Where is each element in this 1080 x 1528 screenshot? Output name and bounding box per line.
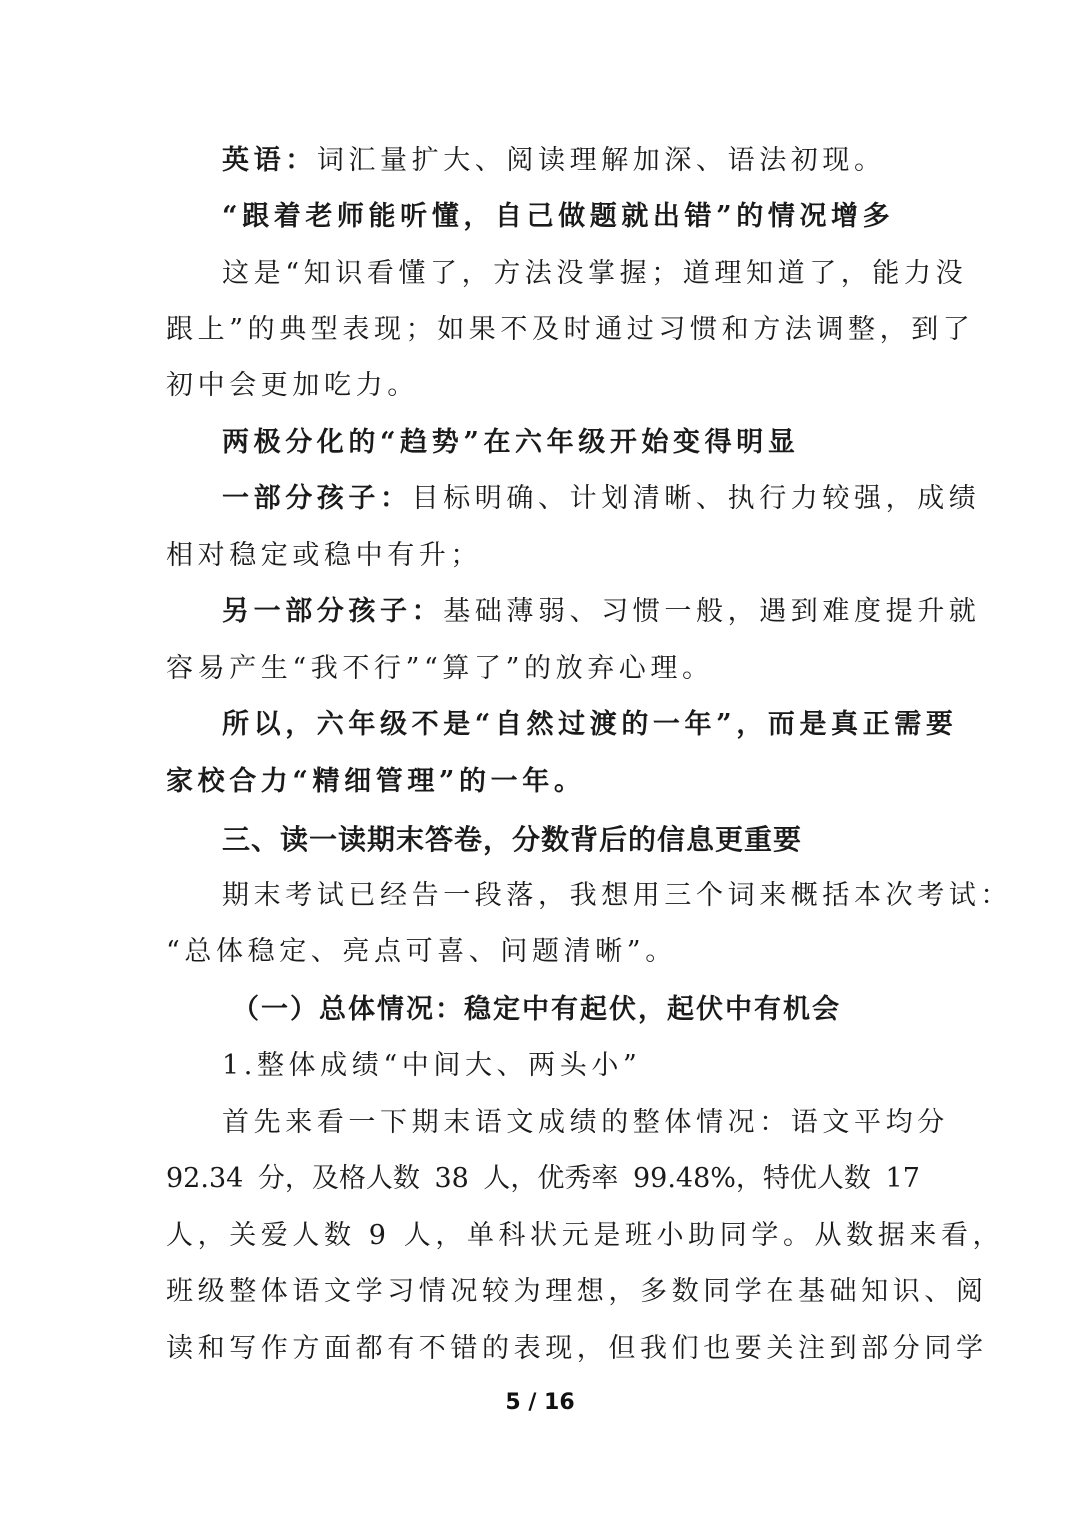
conclusion-line: 家校合力“精细管理”的一年。 (166, 766, 586, 797)
group-b-text: 基础薄弱、习惯一般，遇到难度提升就 (443, 596, 981, 627)
item-heading: 1.整体成绩“中间大、两头小” (222, 1050, 642, 1081)
conclusion-line: 所以，六年级不是“自然过渡的一年”，而是真正需要 (222, 709, 958, 740)
section-heading: 三、读一读期末答卷，分数背后的信息更重要 (222, 823, 803, 856)
english-label: 英语： (222, 145, 317, 176)
group-a-label: 一部分孩子： (222, 483, 412, 514)
english-text: 词汇量扩大、阅读理解加深、语法初现。 (316, 145, 886, 176)
body-line: 人，关爱人数 9 人，单科状元是班小助同学。从数据来看， (166, 1220, 1005, 1251)
body-line: 班级整体语文学习情况较为理想，多数同学在基础知识、阅 (166, 1276, 988, 1307)
body-line: 92.34 分，及格人数 38 人，优秀率 99.48%，特优人数 17 (166, 1163, 920, 1194)
subheading-listen-vs-do: “跟着老师能听懂，自己做题就出错”的情况增多 (222, 201, 895, 232)
group-a-line (222, 479, 980, 519)
body-line: 首先来看一下期末语文成绩的整体情况：语文平均分 (222, 1107, 949, 1138)
group-a-line: 相对稳定或稳中有升； (166, 540, 482, 571)
intro-line: 期末考试已经告一段落，我想用三个词来概括本次考试： (222, 880, 1012, 911)
page-number: 5 / 16 (505, 1390, 575, 1415)
group-b-line (222, 592, 980, 632)
subheading-polarization: 两极分化的“趋势”在六年级开始变得明显 (222, 427, 800, 458)
body-line: 读和写作方面都有不错的表现，但我们也要关注到部分同学 (166, 1333, 988, 1364)
subsection-heading: （一）总体情况：稳定中有起伏，起伏中有机会 (232, 994, 841, 1025)
group-b-line: 容易产生“我不行”“算了”的放弃心理。 (166, 653, 714, 684)
group-b-label: 另一部分孩子： (222, 596, 444, 627)
intro-line: “总体稳定、亮点可喜、问题清晰”。 (166, 936, 677, 967)
english-paragraph (222, 141, 886, 181)
group-a-text: 目标明确、计划清晰、执行力较强，成绩 (411, 483, 981, 514)
paragraph-line: 这是“知识看懂了，方法没掌握；道理知道了，能力没 (222, 258, 968, 289)
paragraph-line: 跟上”的典型表现；如果不及时通过习惯和方法调整，到了 (166, 314, 975, 345)
paragraph-line: 初中会更加吃力。 (166, 370, 419, 401)
